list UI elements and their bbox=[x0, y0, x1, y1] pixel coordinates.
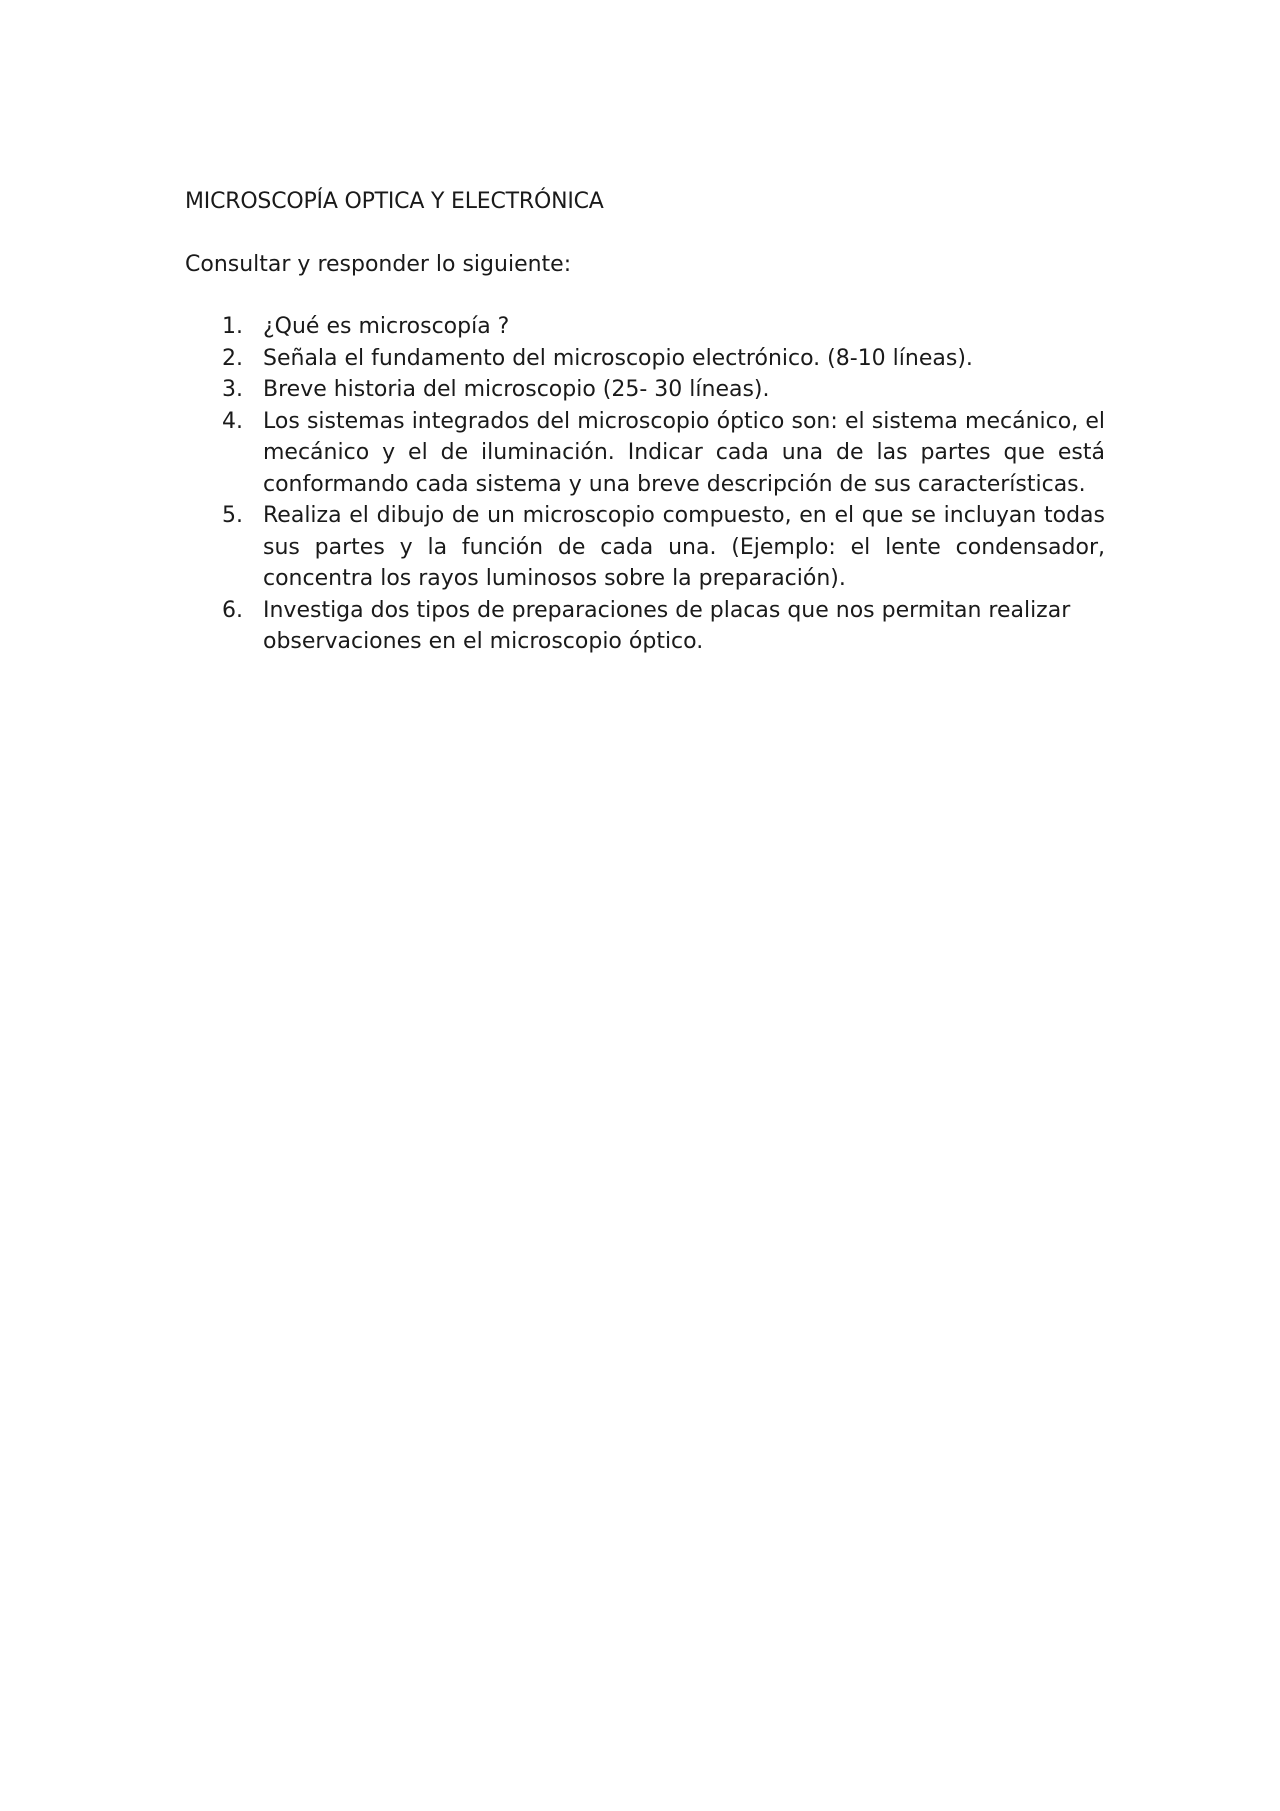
question-text: Investiga dos tipos de preparaciones de placas que nos permitan realizar observaciones en el microscopio óptico. bbox=[263, 597, 1071, 654]
question-number: 5. bbox=[222, 503, 243, 528]
question-number: 1. bbox=[222, 314, 243, 339]
question-item bbox=[185, 406, 1105, 501]
question-number: 3. bbox=[222, 377, 243, 402]
question-text: Los sistemas integrados del microscopio óptico son: el sistema mecánico, el mecánico y el de iluminación. Indicar cada una de las partes que está conformando cada sistema y una breve descripción de sus características. bbox=[263, 408, 1105, 497]
question-item bbox=[185, 595, 1105, 658]
question-item bbox=[185, 311, 1105, 343]
document-title: MICROSCOPÍA OPTICA Y ELECTRÓNICA bbox=[185, 189, 604, 214]
question-number: 6. bbox=[222, 597, 243, 623]
question-item bbox=[185, 343, 1105, 375]
question-text: Breve historia del microscopio (25- 30 líneas). bbox=[263, 377, 770, 402]
question-item bbox=[185, 374, 1105, 406]
document-body bbox=[185, 186, 1105, 658]
question-text: Realiza el dibujo de un microscopio compuesto, en el que se incluyan todas sus partes y la función de cada una. (Ejemplo: el lente condensador, concentra los rayos luminosos sobre la preparación). bbox=[263, 503, 1105, 591]
question-text: Señala el fundamento del microscopio electrónico. (8-10 líneas). bbox=[263, 345, 973, 371]
question-list bbox=[185, 311, 1105, 658]
intro-text: Consultar y responder lo siguiente: bbox=[185, 251, 572, 277]
question-item bbox=[185, 500, 1105, 595]
question-number: 4. bbox=[222, 408, 243, 434]
question-number: 2. bbox=[222, 345, 243, 371]
question-text: ¿Qué es microscopía ? bbox=[263, 314, 510, 339]
